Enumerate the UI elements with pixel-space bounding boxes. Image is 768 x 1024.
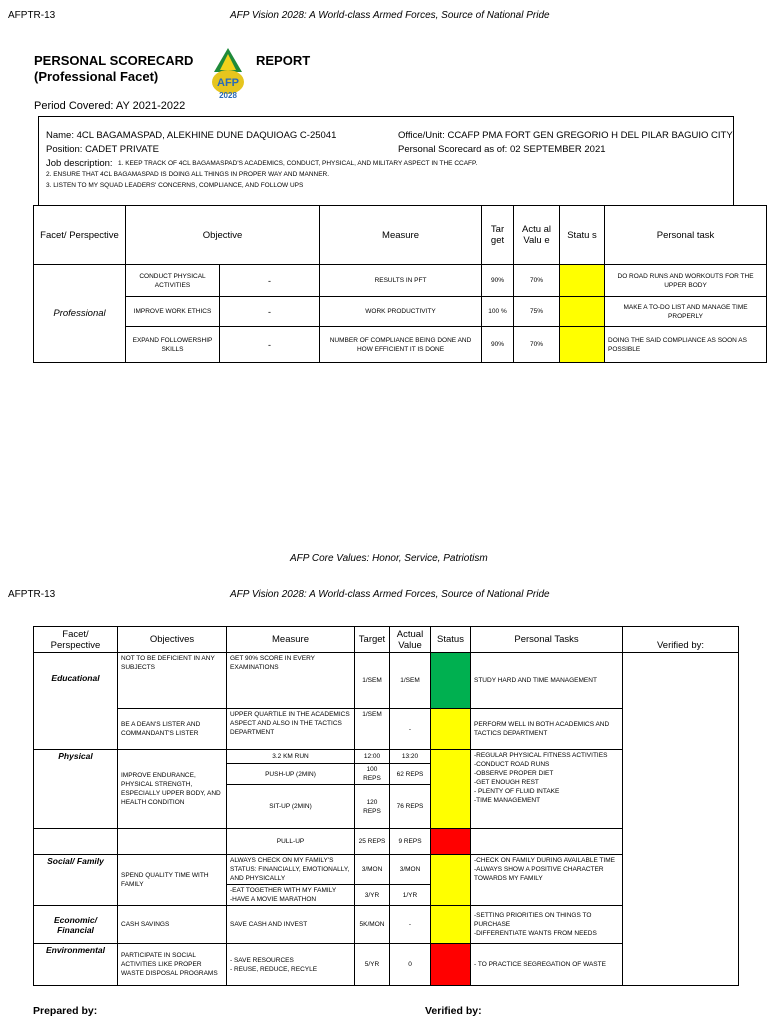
objective-cell: BE A DEAN'S LISTER AND COMMANDANT'S LISTER [118,709,227,750]
table-row [34,327,767,363]
personal-scorecard-table [33,626,739,986]
job-description-item: 3. LISTEN TO MY SQUAD LEADERS' CONCERNS, COMPLIANCE, AND FOLLOW UPS [46,182,304,189]
target-cell: 12:00 [355,750,390,764]
actual-cell: - [390,709,431,750]
office-unit: Office/Unit: CCAFP PMA FORT GEN GREGORIO H DEL PILAR BAGUIO CITY [398,130,733,141]
col-header-measure: Measure [227,627,355,653]
verified-by-label: Verified by: [425,1005,482,1017]
status-cell-green [431,653,471,709]
period-covered: Period Covered: AY 2021-2022 [34,100,186,112]
report-title: PERSONAL SCORECARD [34,53,194,68]
measure-cell: UPPER QUARTILE IN THE ACADEMICS ASPECT AND ALSO IN THE TACTICS DEPARTMENT [227,709,355,750]
col-header-task: Personal task [605,206,767,265]
measure-cell: RESULTS IN PFT [320,265,482,297]
target-cell: 5K/MON [355,906,390,944]
actual-cell: 75% [514,297,560,327]
col-header-objective: Objective [126,206,320,265]
col-header-actual: Actu al Valu e [514,206,560,265]
measure-cell: SAVE CASH AND INVEST [227,906,355,944]
facet-cell: Environmental [34,944,118,986]
status-cell-yellow [560,327,605,363]
measure-cell: -EAT TOGETHER WITH MY FAMILY -HAVE A MOVIE MARATHON [227,885,355,906]
facet-cell: Educational [34,653,118,750]
report-subtitle: (Professional Facet) [34,69,159,84]
task-cell: - TO PRACTICE SEGREGATION OF WASTE [471,944,623,986]
vision-statement: AFP Vision 2028: A World-class Armed Forces, Source of National Pride [230,589,550,600]
col-header-facet: Facet/ Perspective [34,206,126,265]
actual-cell: 0 [390,944,431,986]
core-values: AFP Core Values: Honor, Service, Patriotism [290,553,488,564]
col-header-target: Target [355,627,390,653]
status-cell-yellow [431,906,471,944]
actual-cell: 70% [514,265,560,297]
task-cell: MAKE A TO-DO LIST AND MANAGE TIME PROPERLY [605,297,767,327]
target-cell: 100 REPS [355,764,390,785]
dash-cell: - [220,327,320,363]
professional-scorecard-table [33,205,767,363]
table-row [34,653,739,709]
objective-cell: SPEND QUALITY TIME WITH FAMILY [118,855,227,906]
status-cell-yellow [431,855,471,906]
table-row [34,265,767,297]
dash-cell: - [220,265,320,297]
measure-cell: NUMBER OF COMPLIANCE BEING DONE AND HOW EFFICIENT IT IS DONE [320,327,482,363]
measure-cell: PUSH-UP (2MIN) [227,764,355,785]
afp-vision-logo [204,46,252,102]
measure-cell: 3.2 KM RUN [227,750,355,764]
target-cell: 90% [482,327,514,363]
measure-cell: PULL-UP [227,829,355,855]
objective-cell: NOT TO BE DEFICIENT IN ANY SUBJECTS [118,653,227,709]
measure-cell: ALWAYS CHECK ON MY FAMILY'S STATUS: FINANCIALLY, EMOTIONALLY, AND PHYSICALLY [227,855,355,885]
col-header-tasks: Personal Tasks [471,627,623,653]
table-header-row [34,627,739,653]
svg-text:AFP: AFP [217,77,239,89]
doc-code: AFPTR-13 [8,589,56,600]
target-cell: 120 REPS [355,785,390,829]
col-header-objectives: Objectives [118,627,227,653]
status-cell-red [431,829,471,855]
facet-cell: Social/ Family [34,855,118,906]
actual-cell: 1/SEM [390,653,431,709]
col-header-actual: Actual Value [390,627,431,653]
target-cell: 25 REPS [355,829,390,855]
col-header-status: Status [431,627,471,653]
facet-cell: Physical [34,750,118,829]
actual-cell: 3/MON [390,855,431,885]
actual-cell: 62 REPS [390,764,431,785]
task-cell: PERFORM WELL IN BOTH ACADEMICS AND TACTICS DEPARTMENT [471,709,623,750]
task-cell: STUDY HARD AND TIME MANAGEMENT [471,653,623,709]
objective-cell: CONDUCT PHYSICAL ACTIVITIES [126,265,220,297]
table-row [34,297,767,327]
objective-cell: PARTICIPATE IN SOCIAL ACTIVITIES LIKE PROPER WASTE DISPOSAL PROGRAMS [118,944,227,986]
status-cell-yellow [431,750,471,829]
doc-code: AFPTR-13 [8,10,56,21]
target-cell: 5/YR [355,944,390,986]
scorecard-as-of: Personal Scorecard as of: 02 SEPTEMBER 2021 [398,144,606,155]
employee-name: Name: 4CL BAGAMASPAD, ALEKHINE DUNE DAQUIOAG C-25041 [46,130,337,141]
col-header-measure: Measure [320,206,482,265]
report-title-suffix: REPORT [256,53,311,68]
col-header-status: Statu s [560,206,605,265]
measure-cell: SIT-UP (2MIN) [227,785,355,829]
actual-cell: - [390,906,431,944]
target-cell: 90% [482,265,514,297]
facet-cell: Economic/ Financial [34,906,118,944]
status-cell-yellow [560,297,605,327]
job-description-item: 2. ENSURE THAT 4CL BAGAMASPAD IS DOING ALL THINGS IN PROPER WAY AND MANNER. [46,171,330,178]
prepared-by-label: Prepared by: [33,1005,98,1017]
target-cell: 3/YR [355,885,390,906]
measure-cell: - SAVE RESOURCES - REUSE, REDUCE, RECYLE [227,944,355,986]
target-cell: 3/MON [355,855,390,885]
actual-cell: 9 REPS [390,829,431,855]
position: Position: CADET PRIVATE [46,144,159,155]
task-cell-empty [471,829,623,855]
job-description-item: 1. KEEP TRACK OF 4CL BAGAMASPAD'S ACADEMICS, CONDUCT, PHYSICAL, AND MILITARY ASPECT IN THE CCAFP. [118,160,478,167]
task-cell: DOING THE SAID COMPLIANCE AS SOON AS POSSIBLE [605,327,767,363]
status-cell-yellow [560,265,605,297]
task-cell: -SETTING PRIORITIES ON THINGS TO PURCHASE -DIFFERENTIATE WANTS FROM NEEDS [471,906,623,944]
target-cell: 1/SEM [355,709,390,750]
target-cell: 100 % [482,297,514,327]
measure-cell: WORK PRODUCTIVITY [320,297,482,327]
actual-cell: 70% [514,327,560,363]
task-cell: -CHECK ON FAMILY DURING AVAILABLE TIME -ALWAYS SHOW A POSITIVE CHARACTER TOWARDS MY FAMILY [471,855,623,906]
task-cell: -REGULAR PHYSICAL FITNESS ACTIVITIES -CONDUCT ROAD RUNS -OBSERVE PROPER DIET -GET ENOUGH REST - PLENTY OF FLUID INTAKE -TIME MANAGEMENT [471,750,623,829]
facet-cell: Professional [34,265,126,363]
measure-cell: GET 90% SCORE IN EVERY EXAMINATIONS [227,653,355,709]
status-cell-yellow [431,709,471,750]
actual-cell: 76 REPS [390,785,431,829]
col-header-target: Tar get [482,206,514,265]
facet-cell-empty [34,829,118,855]
col-header-verified: Verified by: [623,627,739,653]
objective-cell: IMPROVE ENDURANCE, PHYSICAL STRENGTH, ESPECIALLY UPPER BODY, AND HEALTH CONDITION [118,750,227,829]
target-cell: 1/SEM [355,653,390,709]
table-header-row [34,206,767,265]
vision-statement: AFP Vision 2028: A World-class Armed Forces, Source of National Pride [230,10,550,21]
objective-cell: IMPROVE WORK ETHICS [126,297,220,327]
svg-text:2028: 2028 [219,91,237,100]
verified-by-cell [623,653,739,986]
status-cell-red [431,944,471,986]
objective-cell: EXPAND FOLLOWERSHIP SKILLS [126,327,220,363]
col-header-facet: Facet/ Perspective [34,627,118,653]
task-cell: DO ROAD RUNS AND WORKOUTS FOR THE UPPER BODY [605,265,767,297]
actual-cell: 13:20 [390,750,431,764]
job-description-label: Job description: [46,158,113,169]
objective-cell: CASH SAVINGS [118,906,227,944]
objective-cell-empty [118,829,227,855]
actual-cell: 1/YR [390,885,431,906]
dash-cell: - [220,297,320,327]
